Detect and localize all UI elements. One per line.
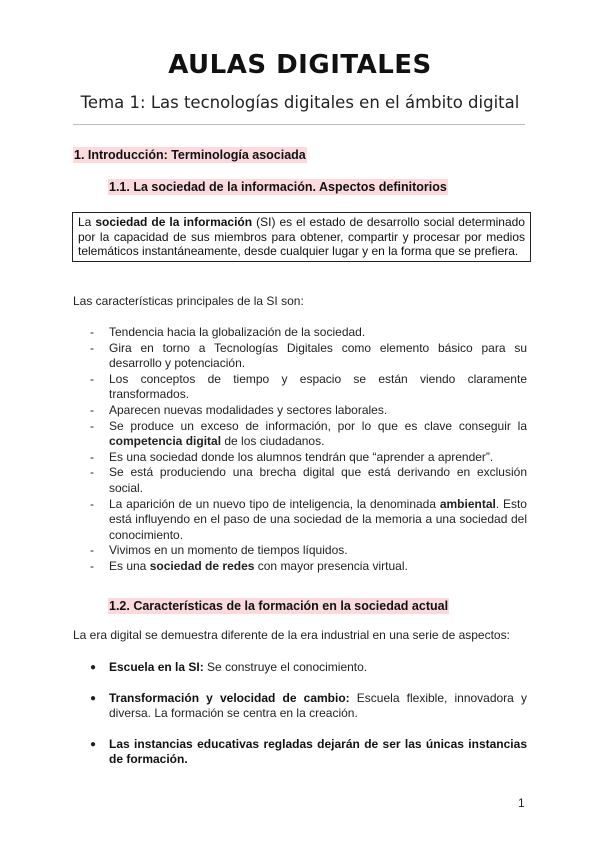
list-item-bold: Escuela en la SI:	[109, 660, 204, 674]
aspects-list	[90, 660, 527, 783]
list-item	[90, 737, 527, 768]
document-subtitle: Tema 1: Las tecnologías digitales en el ámbito digital	[80, 93, 520, 112]
list-item-text: Escuela flexible, innovadora y diversa. La formación se centra en la creación.	[109, 690, 527, 721]
list-item	[90, 543, 527, 559]
dash-marker: -	[90, 402, 94, 417]
dash-marker: -	[90, 449, 94, 464]
list-item-text: Vivimos en un momento de tiempos líquidos.	[109, 543, 348, 558]
list-item	[90, 559, 527, 575]
section-heading-1-2: 1.2. Características de la formación en la sociedad actual	[109, 599, 449, 613]
list-item	[90, 403, 527, 419]
list-item	[90, 465, 527, 496]
list-item-text: Es una	[109, 558, 150, 573]
list-item-bold: competencia digital	[109, 434, 222, 449]
section-heading-1-1: 1.1. La sociedad de la información. Aspectos definitorios	[109, 180, 447, 194]
list-item	[90, 691, 527, 722]
list-item-text: Se produce un exceso de información, por lo que es clave conseguir la	[109, 418, 527, 433]
list-item-text: de los ciudadanos.	[221, 434, 325, 449]
list-item	[90, 341, 527, 372]
list-item-text: Gira en torno a Tecnologías Digitales como elemento básico para su desarrollo y potenciación.	[109, 340, 527, 371]
dash-marker: -	[90, 465, 94, 480]
list-item-text: Se está produciendo una brecha digital que está derivando en exclusión social.	[109, 465, 527, 495]
list-item-text: Tendencia hacia la globalización de la sociedad.	[109, 325, 366, 339]
definition-box	[72, 212, 531, 262]
list-item-bold: Transformación y velocidad de cambio:	[109, 690, 350, 705]
list-item-text: Se construye el conocimiento.	[203, 660, 368, 674]
list-item	[90, 325, 527, 341]
characteristics-intro: Las características principales de la SI son:	[73, 294, 304, 308]
list-item	[90, 450, 527, 466]
bullet-dot-icon: ●	[90, 662, 97, 673]
list-item	[90, 660, 527, 676]
bullet-dot-icon: ●	[90, 692, 97, 704]
era-digital-intro: La era digital se demuestra diferente de la era industrial en una serie de aspectos:	[73, 628, 510, 642]
definition-pre: La	[78, 215, 96, 229]
section-heading-1: 1. Introducción: Terminología asociada	[74, 148, 306, 162]
list-item	[90, 419, 527, 450]
dash-marker: -	[90, 558, 94, 573]
list-item	[90, 372, 527, 403]
list-item-text: La aparición de un nuevo tipo de inteligencia, la denominada	[109, 496, 440, 511]
dash-marker: -	[90, 340, 94, 355]
dash-marker: -	[90, 418, 94, 433]
document-title: AULAS DIGITALES	[168, 50, 432, 80]
dash-marker: -	[90, 325, 94, 339]
characteristics-list	[90, 325, 527, 575]
title-divider	[73, 124, 525, 125]
list-item-bold: sociedad de redes	[149, 558, 255, 573]
page-number: 1	[518, 796, 525, 810]
list-item-text: Aparecen nuevas modalidades y sectores laborales.	[109, 402, 388, 417]
list-item-text: . Esto está influyendo en el paso de una sociedad de la memoria a una sociedad del conocimiento.	[109, 496, 527, 542]
list-item-bold: ambiental	[439, 496, 496, 511]
list-item-text: Es una sociedad donde los alumnos tendrán que “aprender a aprender”.	[109, 449, 494, 464]
list-item-bold: Las instancias educativas regladas dejarán de ser las únicas instancias de formación.	[109, 736, 527, 767]
definition-term: sociedad de la información	[95, 215, 253, 229]
list-item-text: Los conceptos de tiempo y espacio se están viendo claramente transformados.	[109, 371, 527, 402]
dash-marker: -	[90, 371, 94, 386]
dash-marker: -	[90, 543, 94, 558]
definition-text: (SI) es el estado de desarrollo social determinado por la capacidad de sus miembros para obtener, compartir y procesar por medios telemáticos instantáneamente, desde cualquier lugar y en la forma que se prefiera.	[78, 215, 525, 259]
list-item-text: con mayor presencia virtual.	[254, 558, 408, 573]
list-item	[90, 497, 527, 544]
dash-marker: -	[90, 496, 94, 511]
bullet-dot-icon: ●	[90, 738, 97, 750]
